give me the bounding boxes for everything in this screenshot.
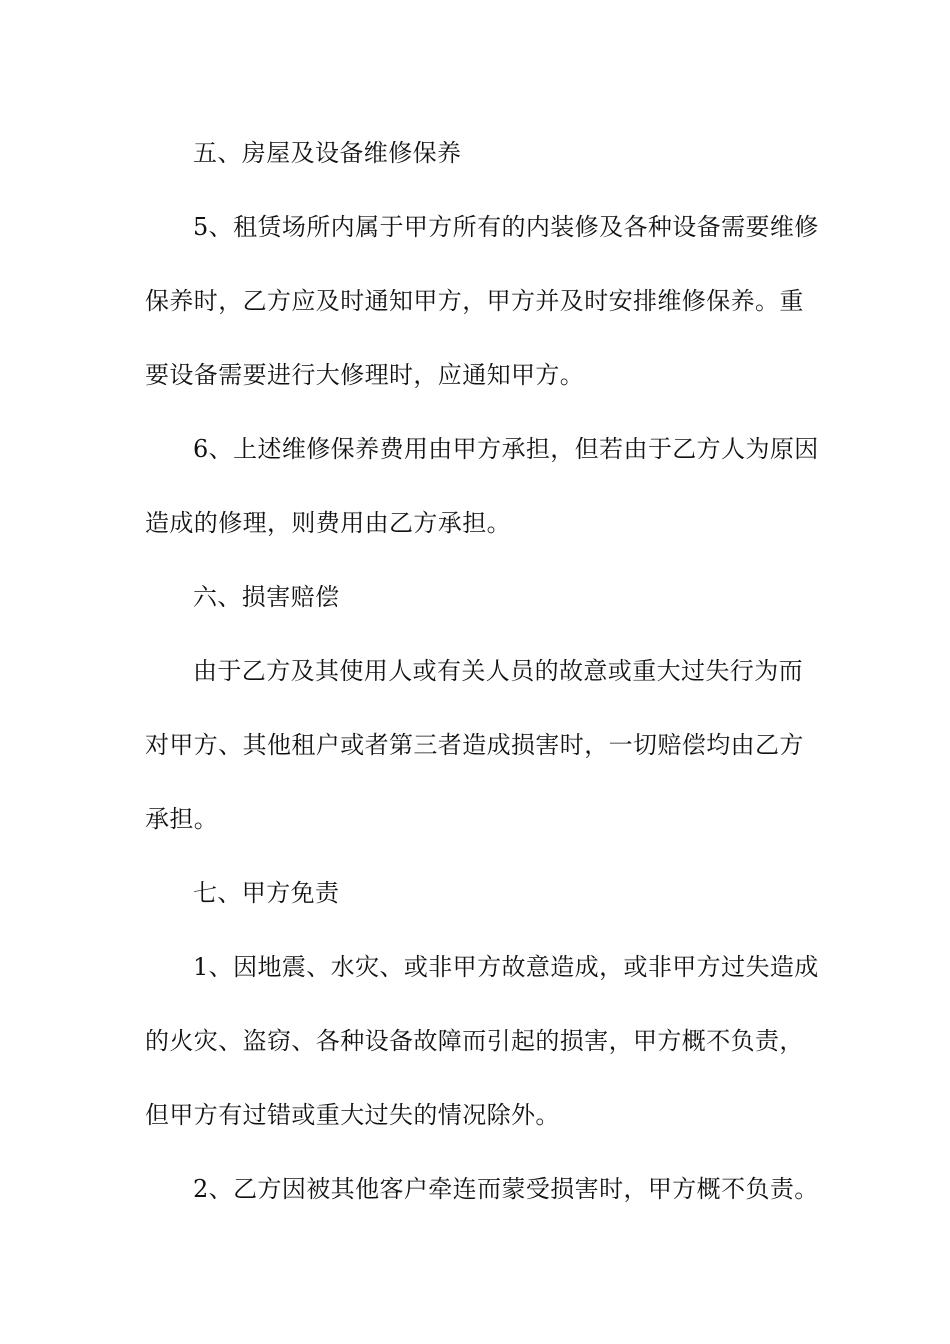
paragraph-line: 的火灾、盗窃、各种设备故障而引起的损害，甲方概不负责，: [145, 1027, 804, 1055]
paragraph-line: 由于乙方及其使用人或有关人员的故意或重大过失行为而: [193, 657, 803, 685]
paragraph-line: 2、乙方因被其他客户牵连而蒙受损害时，甲方概不负责。: [193, 1175, 819, 1203]
paragraph-line: 对甲方、其他租户或者第三者造成损害时，一切赔偿均由乙方: [145, 731, 804, 759]
paragraph-line: 要设备需要进行大修理时，应通知甲方。: [145, 361, 585, 389]
paragraph-line: 6、上述维修保养费用由甲方承担，但若由于乙方人为原因: [193, 435, 819, 463]
paragraph-line: 保养时，乙方应及时通知甲方，甲方并及时安排维修保养。重: [145, 287, 804, 315]
paragraph-line: 1、因地震、水灾、或非甲方故意造成，或非甲方过失造成: [193, 953, 819, 981]
paragraph-line: 造成的修理，则费用由乙方承担。: [145, 509, 511, 537]
section-heading-5: 五、房屋及设备维修保养: [193, 139, 462, 167]
section-heading-7: 七、甲方免责: [193, 879, 340, 907]
paragraph-line: 但甲方有过错或重大过失的情况除外。: [145, 1101, 560, 1129]
section-heading-6: 六、损害赔偿: [193, 583, 340, 611]
paragraph-line: 5、租赁场所内属于甲方所有的内装修及各种设备需要维修: [193, 213, 819, 241]
paragraph-line: 承担。: [145, 805, 219, 833]
